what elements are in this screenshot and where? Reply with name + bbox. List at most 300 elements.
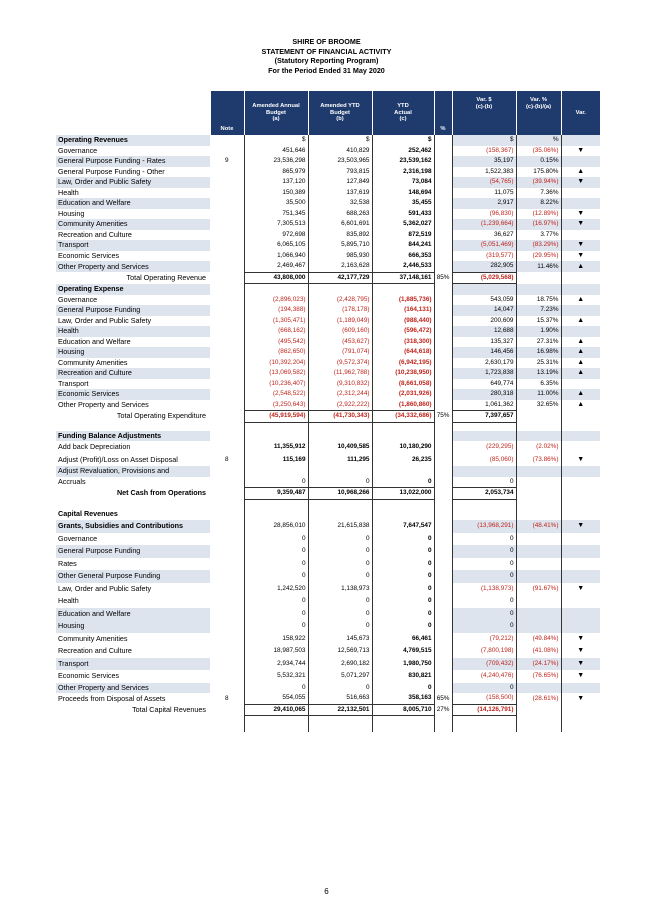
table-row <box>56 358 600 369</box>
variance-indicator <box>561 188 600 199</box>
budget-value: 0 <box>244 533 308 546</box>
variance-amount: 0 <box>452 533 516 546</box>
variance-amount: 1,522,383 <box>452 167 516 178</box>
variance-amount: (13,968,291) <box>452 520 516 533</box>
variance-amount: 200,609 <box>452 316 516 327</box>
ytd-actual-value <box>372 724 434 732</box>
variance-pct <box>516 545 561 558</box>
row-label <box>56 716 210 725</box>
variance-amount: (14,126,791) <box>452 704 516 716</box>
row-label: General Purpose Funding <box>56 305 210 316</box>
pct-value <box>434 379 452 390</box>
variance-amount <box>452 431 516 442</box>
table-row <box>56 188 600 199</box>
variance-indicator <box>561 326 600 337</box>
budget-value: 0 <box>244 620 308 633</box>
down-triangle-icon: ▼ <box>561 219 600 230</box>
pct-value <box>434 167 452 178</box>
variance-amount: 280,318 <box>452 389 516 400</box>
ytd-actual-value: 66,461 <box>372 633 434 646</box>
table-row <box>56 488 600 500</box>
row-note <box>210 411 244 423</box>
ytd-budget-value: (2,922,222) <box>308 400 372 411</box>
ytd-budget-value: 1,138,973 <box>308 583 372 596</box>
variance-indicator <box>561 508 600 521</box>
variance-amount: 11,075 <box>452 188 516 199</box>
ytd-budget-value: 793,815 <box>308 167 372 178</box>
ytd-budget-value: 23,503,965 <box>308 156 372 167</box>
row-note <box>210 620 244 633</box>
variance-pct: 7.23% <box>516 305 561 316</box>
page-number: 6 <box>324 887 329 896</box>
table-row <box>56 704 600 716</box>
ytd-actual-value: 0 <box>372 545 434 558</box>
pct-value <box>434 431 452 442</box>
variance-amount: 649,774 <box>452 379 516 390</box>
row-note <box>210 177 244 188</box>
ytd-budget-value: 0 <box>308 477 372 488</box>
row-label: Capital Revenues <box>58 508 118 518</box>
pct-value <box>434 608 452 621</box>
table-row <box>56 284 600 295</box>
ytd-actual-value: 252,462 <box>372 146 434 157</box>
ytd-budget-value: 0 <box>308 558 372 571</box>
variance-pct: 6.35% <box>516 379 561 390</box>
row-label: Net Cash from Operations <box>116 488 206 498</box>
ytd-actual-value <box>372 716 434 725</box>
ytd-actual-value: 0 <box>372 558 434 571</box>
variance-pct: 0.15% <box>516 156 561 167</box>
pct-value <box>434 499 452 508</box>
ytd-actual-value: 1,980,750 <box>372 658 434 671</box>
variance-amount: 1,061,362 <box>452 400 516 411</box>
row-note <box>210 520 244 533</box>
col-note: Note <box>210 91 244 135</box>
ytd-budget-value: 127,849 <box>308 177 372 188</box>
variance-amount: (54,765) <box>452 177 516 188</box>
pct-value <box>434 337 452 348</box>
ytd-actual-value: 830,821 <box>372 670 434 683</box>
row-note <box>210 724 244 732</box>
col-ytd-budget: Amended YTD Budget (b) <box>308 91 372 135</box>
variance-amount: (709,432) <box>452 658 516 671</box>
col-var: Var. <box>561 91 600 135</box>
ytd-budget-value: 32,538 <box>308 198 372 209</box>
pct-value <box>434 389 452 400</box>
table-row <box>56 337 600 348</box>
pct-value <box>434 240 452 251</box>
variance-pct: 11.00% <box>516 389 561 400</box>
ytd-budget-value: 10,968,266 <box>308 488 372 500</box>
row-label: Recreation and Culture <box>56 368 210 379</box>
ytd-budget-value <box>308 724 372 732</box>
ytd-actual-value: (596,472) <box>372 326 434 337</box>
ytd-actual-value: 2,316,198 <box>372 167 434 178</box>
table-row <box>56 295 600 306</box>
pct-value <box>434 508 452 521</box>
row-note <box>210 284 244 295</box>
variance-pct <box>516 558 561 571</box>
table-row <box>56 167 600 178</box>
variance-indicator <box>561 724 600 732</box>
row-label: Other Property and Services <box>56 683 210 694</box>
financial-activity-table <box>56 91 600 732</box>
row-note: 8 <box>224 694 229 702</box>
row-note <box>210 219 244 230</box>
ytd-budget-value: 22,132,501 <box>308 704 372 716</box>
table-row <box>56 219 600 230</box>
org-name: SHIRE OF BROOME <box>292 37 361 46</box>
row-label: Education and Welfare <box>56 198 210 209</box>
pct-value <box>434 488 452 500</box>
row-label: Health <box>56 326 210 337</box>
ytd-budget-value: $ <box>308 135 372 146</box>
down-triangle-icon: ▼ <box>561 146 600 157</box>
row-label: Other General Purpose Funding <box>56 570 210 583</box>
table-row <box>56 499 600 508</box>
variance-pct <box>516 284 561 295</box>
budget-value: 751,345 <box>244 209 308 220</box>
pct-value <box>434 305 452 316</box>
row-label: Operating Revenues <box>56 135 210 146</box>
row-note <box>210 608 244 621</box>
budget-value: (45,919,594) <box>244 411 308 423</box>
ytd-budget-value: 111,295 <box>308 454 372 467</box>
variance-amount: (158,367) <box>452 146 516 157</box>
row-note <box>210 558 244 571</box>
variance-pct: 16.98% <box>516 347 561 358</box>
ytd-actual-value: 73,084 <box>372 177 434 188</box>
variance-indicator <box>561 422 600 431</box>
down-triangle-icon: ▼ <box>561 251 600 262</box>
table-row <box>56 477 600 488</box>
budget-value: 29,410,065 <box>244 704 308 716</box>
pct-value <box>434 156 452 167</box>
variance-amount: 0 <box>452 477 516 488</box>
row-label: Accruals <box>58 477 86 486</box>
row-label: Housing <box>58 208 85 218</box>
variance-indicator <box>561 499 600 508</box>
pct-value <box>434 520 452 533</box>
budget-value: 9,359,487 <box>244 488 308 500</box>
row-note <box>210 670 244 683</box>
row-note <box>210 422 244 431</box>
row-note: 9 <box>224 157 229 165</box>
variance-indicator <box>561 620 600 633</box>
pct-value <box>434 219 452 230</box>
ytd-actual-value: 0 <box>372 620 434 633</box>
ytd-budget-value: 137,619 <box>308 188 372 199</box>
ytd-actual-value: 23,539,162 <box>372 156 434 167</box>
budget-value: (13,069,582) <box>244 368 308 379</box>
budget-value: $ <box>244 135 308 146</box>
pct-value <box>434 347 452 358</box>
row-label: Total Operating Revenue <box>126 272 206 282</box>
variance-pct: % <box>516 135 561 146</box>
ytd-actual-value: (164,131) <box>372 305 434 316</box>
ytd-budget-value: 516,663 <box>308 693 372 704</box>
variance-pct: (35.06%) <box>516 146 561 157</box>
row-note <box>210 209 244 220</box>
ytd-actual-value <box>372 284 434 295</box>
variance-pct: 8.22% <box>516 198 561 209</box>
row-label: Grants, Subsidies and Contributions <box>56 520 210 533</box>
row-note <box>210 188 244 199</box>
budget-value <box>244 431 308 442</box>
row-label: Rates <box>58 558 77 568</box>
ytd-budget-value: 12,569,713 <box>308 645 372 658</box>
table-row <box>56 454 600 467</box>
ytd-actual-value: (988,440) <box>372 316 434 327</box>
row-label: Community Amenities <box>56 219 210 230</box>
ytd-budget-value: 21,615,838 <box>308 520 372 533</box>
row-label: Funding Balance Adjustments <box>56 431 210 442</box>
up-triangle-icon: ▲ <box>561 295 600 306</box>
variance-indicator <box>561 379 600 390</box>
budget-value: 0 <box>244 595 308 608</box>
budget-value: (3,250,643) <box>244 400 308 411</box>
row-label <box>56 724 210 732</box>
ytd-budget-value: 0 <box>308 533 372 546</box>
variance-pct: 175.80% <box>516 167 561 178</box>
variance-pct <box>516 724 561 732</box>
variance-amount <box>452 422 516 431</box>
ytd-budget-value: (609,160) <box>308 326 372 337</box>
ytd-budget-value: (791,074) <box>308 347 372 358</box>
pct-value <box>434 670 452 683</box>
variance-amount <box>452 508 516 521</box>
pct-value <box>434 545 452 558</box>
row-note <box>210 431 244 442</box>
pct-value <box>434 358 452 369</box>
table-row <box>56 608 600 621</box>
ytd-actual-value: 13,022,000 <box>372 488 434 500</box>
variance-pct <box>516 508 561 521</box>
ytd-actual-value: 35,455 <box>372 198 434 209</box>
table-row <box>56 326 600 337</box>
variance-pct <box>516 422 561 431</box>
table-row <box>56 261 600 272</box>
row-note <box>210 658 244 671</box>
table-row <box>56 379 600 390</box>
variance-pct: (2.02%) <box>516 441 561 454</box>
row-label: Housing <box>56 620 210 633</box>
variance-pct: 1.90% <box>516 326 561 337</box>
variance-amount: 0 <box>452 595 516 608</box>
ytd-actual-value: 8,005,710 <box>372 704 434 716</box>
variance-indicator <box>561 431 600 442</box>
ytd-budget-value: (2,312,244) <box>308 389 372 400</box>
row-note <box>210 305 244 316</box>
pct-value <box>434 368 452 379</box>
col-var-amount: Var. $ (c)-(b) <box>452 91 516 135</box>
ytd-budget-value: (453,627) <box>308 337 372 348</box>
ytd-budget-value <box>308 508 372 521</box>
ytd-actual-value: (2,031,926) <box>372 389 434 400</box>
variance-amount: 14,047 <box>452 305 516 316</box>
table-row <box>56 146 600 157</box>
row-label: General Purpose Funding - Rates <box>56 156 210 167</box>
table-row <box>56 658 600 671</box>
ytd-actual-value: 0 <box>372 570 434 583</box>
table-row <box>56 230 600 241</box>
variance-indicator <box>561 477 600 488</box>
budget-value: 158,922 <box>244 633 308 646</box>
ytd-budget-value <box>308 422 372 431</box>
pct-value <box>434 533 452 546</box>
down-triangle-icon: ▼ <box>561 670 600 683</box>
table-row <box>56 466 600 477</box>
variance-amount: 12,688 <box>452 326 516 337</box>
row-note <box>210 251 244 262</box>
variance-amount: 7,397,657 <box>452 411 516 423</box>
variance-amount: 0 <box>452 608 516 621</box>
row-label: Transport <box>58 378 89 388</box>
ytd-budget-value: 835,892 <box>308 230 372 241</box>
pct-value <box>434 683 452 694</box>
ytd-budget-value: 410,829 <box>308 146 372 157</box>
statement-title: STATEMENT OF FINANCIAL ACTIVITY <box>261 46 392 56</box>
pct-value <box>434 558 452 571</box>
ytd-actual-value: (1,885,736) <box>372 295 434 306</box>
variance-amount: (158,500) <box>452 693 516 704</box>
down-triangle-icon: ▼ <box>561 240 600 251</box>
variance-indicator <box>561 411 600 423</box>
pct-value <box>434 400 452 411</box>
variance-amount <box>452 284 516 295</box>
variance-pct: (91.67%) <box>516 583 561 596</box>
ytd-budget-value: 42,177,729 <box>308 272 372 284</box>
down-triangle-icon: ▼ <box>561 645 600 658</box>
budget-value: (495,542) <box>244 337 308 348</box>
pct-value <box>434 583 452 596</box>
variance-amount: 2,917 <box>452 198 516 209</box>
ytd-actual-value: 0 <box>372 608 434 621</box>
variance-indicator <box>561 683 600 694</box>
pct-value <box>434 326 452 337</box>
row-note <box>210 488 244 500</box>
variance-amount <box>452 724 516 732</box>
ytd-actual-value: (644,618) <box>372 347 434 358</box>
row-note <box>210 545 244 558</box>
budget-value: (1,305,471) <box>244 316 308 327</box>
budget-value <box>244 499 308 508</box>
row-note <box>210 272 244 284</box>
row-label: Governance <box>58 533 98 543</box>
table-row <box>56 316 600 327</box>
variance-indicator <box>561 441 600 454</box>
variance-amount: 0 <box>452 570 516 583</box>
variance-pct <box>516 620 561 633</box>
row-label: Transport <box>56 240 210 251</box>
variance-indicator <box>561 595 600 608</box>
variance-amount <box>452 466 516 477</box>
variance-amount: 135,327 <box>452 337 516 348</box>
table-row <box>56 272 600 284</box>
ytd-budget-value: 985,930 <box>308 251 372 262</box>
variance-amount: (96,830) <box>452 209 516 220</box>
ytd-actual-value: 26,235 <box>372 454 434 467</box>
variance-pct: (24.17%) <box>516 658 561 671</box>
variance-pct: (48.41%) <box>516 520 561 533</box>
pct-value <box>434 570 452 583</box>
budget-value: 1,242,520 <box>244 583 308 596</box>
variance-amount: 282,905 <box>452 261 516 272</box>
variance-pct: (76.65%) <box>516 670 561 683</box>
row-label: Law, Order and Public Safety <box>58 315 152 325</box>
ytd-budget-value <box>308 284 372 295</box>
table-row <box>56 545 600 558</box>
pct-value <box>434 316 452 327</box>
row-label: Other Property and Services <box>56 261 210 272</box>
table-row <box>56 570 600 583</box>
row-label: Health <box>58 596 79 606</box>
ytd-actual-value: $ <box>372 135 434 146</box>
variance-amount: (4,240,476) <box>452 670 516 683</box>
table-row <box>56 411 600 423</box>
variance-pct <box>516 431 561 442</box>
budget-value: 2,934,744 <box>244 658 308 671</box>
budget-value: 1,066,940 <box>244 251 308 262</box>
row-note <box>210 583 244 596</box>
budget-value <box>244 466 308 477</box>
table-row <box>56 520 600 533</box>
ytd-actual-value: 666,353 <box>372 251 434 262</box>
pct-value <box>434 251 452 262</box>
ytd-actual-value: (1,860,860) <box>372 400 434 411</box>
table-row <box>56 633 600 646</box>
table-row <box>56 716 600 725</box>
variance-pct: 18.75% <box>516 295 561 306</box>
row-label: Economic Services <box>56 389 210 400</box>
budget-value: 0 <box>244 545 308 558</box>
pct-value: 75% <box>434 411 452 423</box>
up-triangle-icon: ▲ <box>561 368 600 379</box>
pct-value <box>434 284 452 295</box>
variance-indicator <box>561 608 600 621</box>
variance-amount <box>452 499 516 508</box>
variance-pct: (39.94%) <box>516 177 561 188</box>
budget-value: (10,236,407) <box>244 379 308 390</box>
up-triangle-icon: ▲ <box>561 347 600 358</box>
ytd-actual-value: 10,180,290 <box>372 441 434 454</box>
ytd-budget-value: 5,071,297 <box>308 670 372 683</box>
row-label: Transport <box>56 658 210 671</box>
row-label: Recreation and Culture <box>58 229 132 239</box>
table-row <box>56 135 600 146</box>
budget-value: 43,808,000 <box>244 272 308 284</box>
ytd-actual-value: 2,446,533 <box>372 261 434 272</box>
variance-amount: 35,197 <box>452 156 516 167</box>
pct-value <box>434 466 452 477</box>
pct-value: 27% <box>434 704 452 716</box>
up-triangle-icon: ▲ <box>561 389 600 400</box>
variance-pct: (41.08%) <box>516 645 561 658</box>
row-note <box>210 533 244 546</box>
row-label: Community Amenities <box>58 357 128 367</box>
variance-amount: 1,723,838 <box>452 368 516 379</box>
variance-amount <box>452 716 516 725</box>
table-row <box>56 693 600 704</box>
ytd-budget-value: (9,572,374) <box>308 358 372 369</box>
budget-value: (10,392,204) <box>244 358 308 369</box>
budget-value: 35,500 <box>244 198 308 209</box>
variance-pct: 13.19% <box>516 368 561 379</box>
table-row <box>56 368 600 379</box>
variance-pct <box>516 608 561 621</box>
row-label: Community Amenities <box>58 633 128 643</box>
variance-pct <box>516 683 561 694</box>
